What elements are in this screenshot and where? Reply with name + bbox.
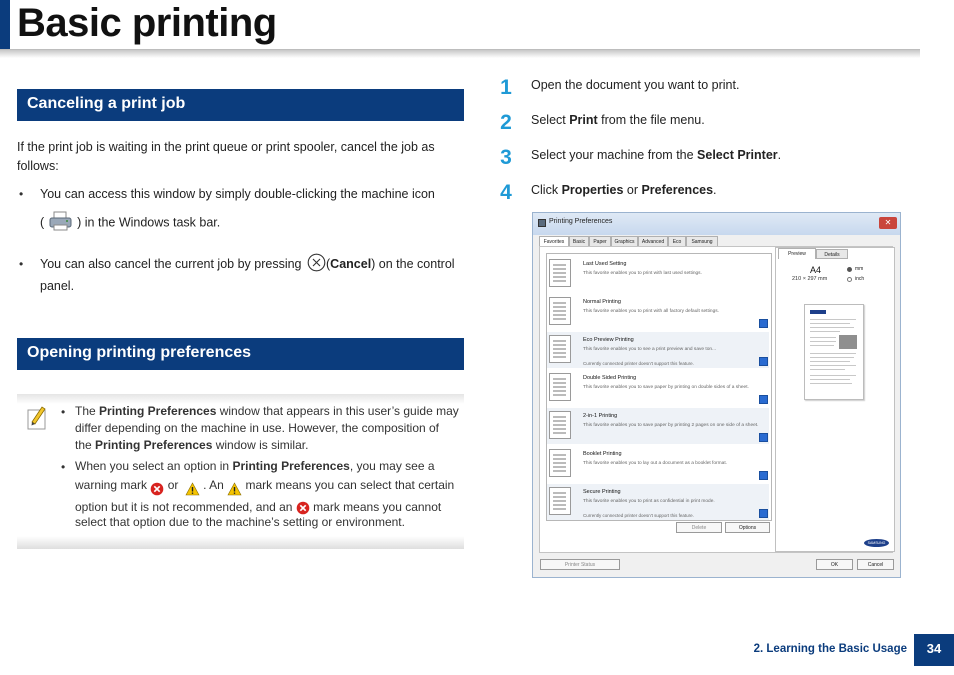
list-item[interactable]: [547, 332, 769, 368]
bullet-marker: •: [61, 405, 66, 419]
edit-icon[interactable]: [759, 509, 768, 518]
preview-text-line: [810, 365, 856, 366]
cancel-key-label: Cancel: [330, 257, 372, 271]
list-item[interactable]: [547, 370, 769, 406]
note-1-line-1: [75, 403, 459, 420]
note-text: mark means you cannot: [313, 500, 442, 514]
note-text: option but it is not recommended, and an: [75, 500, 293, 514]
preview-text-line: [810, 319, 856, 320]
note-text: , you may see a: [349, 459, 435, 473]
samsung-logo: SAMSUNG: [864, 539, 889, 547]
section-heading-cancel: Canceling a print job: [17, 89, 464, 121]
cancel-bullet-1-line-1: You can access this window by simply double-clicking the machine icon: [40, 187, 435, 201]
page-title: Basic printing: [17, 1, 277, 45]
preview-text-line: [810, 383, 852, 384]
tab-basic[interactable]: Basic: [569, 236, 589, 247]
printer-status-button[interactable]: Printer Status: [540, 559, 620, 570]
cancel-bullet-2-line-2: panel.: [40, 279, 75, 293]
duplex-icon: [549, 373, 571, 401]
preview-text-line: [810, 361, 850, 362]
note-bold: Printing Preferences: [232, 459, 350, 473]
preview-text-line: [810, 327, 854, 328]
favorite-name: Double Sided Printing: [583, 375, 637, 381]
paren-open: (: [326, 257, 331, 271]
tab-details[interactable]: Details: [816, 249, 848, 259]
cancel-bullet-2-line-1: [40, 255, 455, 274]
favorite-description: This favorite enables you to print with last used settings.: [583, 271, 702, 276]
step-text-part: .: [713, 183, 717, 197]
step-text: [531, 78, 739, 92]
preview-panel: [775, 247, 895, 552]
step-text: [531, 148, 781, 162]
favorite-description: This favorite enables you to save paper by printing on double sides of a sheet.: [583, 385, 749, 390]
favorite-warning: Currently connected printer doesn't support this feature.: [583, 513, 694, 518]
bullet-marker: •: [61, 460, 66, 474]
list-item[interactable]: [547, 256, 769, 292]
cancel-bullet-2-tail: ) on the control: [371, 257, 455, 271]
favorite-description: This favorite enables you to save paper by printing 2 pages on one side of a sheet.: [583, 423, 759, 428]
cancel-intro-line-2: follows:: [17, 159, 59, 173]
unit-mm-label: mm: [855, 266, 864, 272]
step-text-bold: Select Printer: [697, 148, 778, 162]
tab-graphics[interactable]: Graphics: [611, 236, 638, 247]
note-text: . An: [203, 478, 224, 492]
step-text-part: Select your machine from the: [531, 148, 698, 162]
close-icon[interactable]: ✕: [879, 217, 897, 229]
favorite-name: Eco Preview Printing: [583, 337, 634, 343]
favorite-description: This favorite enables you to print with all factory default settings.: [583, 309, 719, 314]
unit-inch-label: inch: [855, 276, 865, 282]
tab-preview[interactable]: Preview: [778, 248, 816, 259]
footer-section-title: 2. Learning the Basic Usage: [753, 643, 907, 655]
page-number: 34: [914, 634, 954, 666]
note-text: the: [75, 438, 96, 452]
page-preview: [804, 304, 864, 400]
tab-eco[interactable]: Eco: [668, 236, 686, 247]
printer-tray-icon: [48, 210, 74, 232]
warning-triangle-icon: [227, 482, 242, 496]
note-2-line-4: select that option due to the machine’s setting or environment.: [75, 515, 405, 529]
list-item[interactable]: [547, 484, 769, 520]
step-text-bold: Print: [569, 113, 598, 127]
note-text: When you select an option in: [75, 459, 233, 473]
note-text: mark means you can select that certain: [245, 478, 455, 492]
preview-text-line: [810, 337, 836, 338]
step-text-part: .: [777, 148, 782, 162]
error-x-icon: [150, 482, 164, 496]
note-text: The: [75, 404, 100, 418]
favorite-warning: Currently connected printer doesn't support this feature.: [583, 361, 694, 366]
printing-preferences-dialog: [532, 212, 901, 578]
step-text-bold: Properties: [561, 183, 624, 197]
note-bold: Printing Preferences: [95, 438, 213, 452]
header-accent-bar: [0, 0, 10, 52]
eco-leaf-icon: [549, 335, 571, 363]
preview-text-line: [810, 369, 845, 370]
printer-app-icon: [538, 219, 546, 227]
note-2-line-2: [75, 477, 454, 494]
preview-text-line: [810, 323, 850, 324]
favorite-description: This favorite enables you to see a print preview and save ton...: [583, 347, 717, 352]
preview-image: [839, 335, 857, 349]
step-text: [531, 183, 717, 197]
paren-open: (: [40, 215, 45, 230]
tab-advanced[interactable]: Advanced: [638, 236, 668, 247]
cancel-x-icon: [307, 253, 326, 272]
brand-logo-mini: [810, 310, 826, 314]
edit-icon[interactable]: [759, 433, 768, 442]
radio-inch[interactable]: [847, 277, 852, 282]
tab-paper[interactable]: Paper: [589, 236, 611, 247]
note-text: warning mark: [75, 478, 148, 492]
booklet-icon: [549, 449, 571, 477]
paper-size-label: A4: [810, 265, 822, 275]
note-pencil-icon: [26, 404, 48, 430]
cancel-bullet-2-text: You can also cancel the current job by pressing: [40, 257, 302, 271]
favorite-description: This favorite enables you to print as confidential in print mode.: [583, 499, 715, 504]
section-heading-preferences: Opening printing preferences: [17, 338, 464, 370]
preview-text-line: [810, 345, 834, 346]
favorite-name: Secure Printing: [583, 489, 621, 495]
radio-mm[interactable]: [847, 267, 852, 272]
list-item[interactable]: [547, 294, 769, 330]
favorite-name: Booklet Printing: [583, 451, 622, 457]
error-x-icon: [296, 501, 310, 515]
step-text-part: Select: [531, 113, 570, 127]
step-number: 2: [500, 111, 512, 134]
cancel-intro-line-1: If the print job is waiting in the print queue or print spooler, cancel the job as: [17, 140, 435, 154]
tab-favorites[interactable]: Favorites: [539, 236, 569, 247]
step-text-part: Open the document you want to print.: [531, 78, 740, 92]
note-1-line-2: differ depending on the machine in use. However, the composition of: [75, 421, 440, 435]
preview-text-line: [810, 341, 836, 342]
edit-icon[interactable]: [759, 319, 768, 328]
preview-text-line: [810, 331, 840, 332]
note-bold: Printing Preferences: [99, 404, 217, 418]
ok-button[interactable]: OK: [816, 559, 853, 570]
step-text: [531, 113, 705, 127]
note-text: or: [167, 478, 179, 492]
list-item[interactable]: [547, 408, 769, 444]
favorite-name: 2-in-1 Printing: [583, 413, 618, 419]
edit-icon[interactable]: [759, 395, 768, 404]
step-number: 4: [500, 181, 512, 204]
cancel-bullet-1-tail: ) in the Windows task bar.: [77, 215, 221, 230]
warning-triangle-icon: [185, 482, 200, 496]
preview-text-line: [810, 357, 854, 358]
step-text-bold: Preferences: [641, 183, 714, 197]
options-button[interactable]: Options: [725, 522, 770, 533]
note-1-line-3: [75, 437, 308, 454]
bullet-marker: •: [19, 257, 24, 271]
favorite-description: This favorite enables you to lay out a document as a booklet format.: [583, 461, 727, 466]
secure-lock-icon: [549, 487, 571, 515]
bullet-marker: •: [19, 187, 24, 201]
edit-icon[interactable]: [759, 357, 768, 366]
list-item[interactable]: [547, 446, 769, 482]
step-number: 1: [500, 76, 512, 99]
step-text-part: from the file menu.: [597, 113, 705, 127]
step-number: 3: [500, 146, 512, 169]
preview-text-line: [810, 353, 856, 354]
document-icon: [549, 259, 571, 287]
note-text: window that appears in this user’s guide may: [216, 404, 459, 418]
two-up-icon: [549, 411, 571, 439]
tab-samsung[interactable]: Samsung: [686, 236, 718, 247]
step-text-part: or: [623, 183, 642, 197]
preview-text-line: [810, 375, 856, 376]
cancel-button[interactable]: Cancel: [857, 559, 894, 570]
cancel-bullet-1-line-2: [40, 212, 220, 234]
favorite-name: Normal Printing: [583, 299, 621, 305]
dialog-title: Printing Preferences: [549, 218, 613, 225]
preview-text-line: [810, 379, 850, 380]
favorites-list: [546, 253, 772, 521]
header-divider: [0, 49, 920, 58]
document-icon: [549, 297, 571, 325]
note-text: window is similar.: [212, 438, 309, 452]
favorite-name: Last Used Setting: [583, 261, 627, 267]
delete-button[interactable]: Delete: [676, 522, 722, 533]
paper-dimensions: 210 × 297 mm: [792, 276, 828, 282]
edit-icon[interactable]: [759, 471, 768, 480]
step-text-part: Click: [531, 183, 562, 197]
note-2-line-1: [75, 458, 435, 475]
